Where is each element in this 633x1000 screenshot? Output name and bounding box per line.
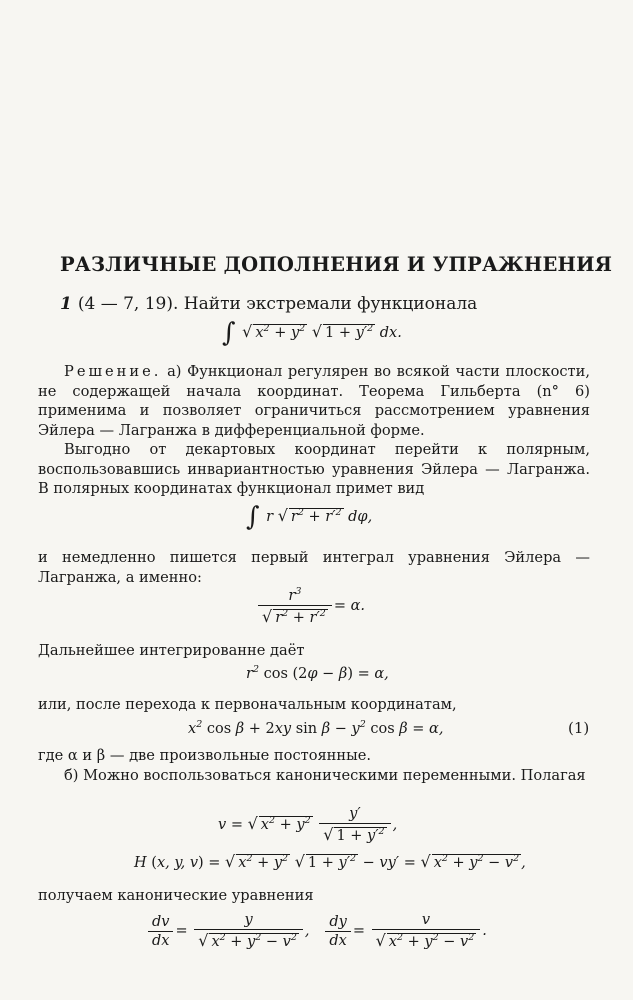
paragraph-polar: Выгодно от декартовых координат перейти к полярным, воспользовавшись инвариантностью уравнения Эйлера — Лагранжа. В полярных координатах функционал примет вид [38, 441, 590, 497]
problem-statement [60, 294, 477, 314]
paragraph-first-integral: и немедленно пишется первый интеграл уравнения Эйлера — Лагранжа, а именно: [38, 549, 590, 586]
paragraph-back-to-cartesian: или, после перехода к первоначальным координатам, [38, 696, 457, 713]
solution-label: Решение. [64, 363, 162, 380]
canonical-variable-formula: v = √ $x^2 + y^2$ $\frac{y'}{√ 1 + y'^2}$ , [218, 806, 398, 844]
problem-number: 1 [60, 294, 72, 314]
first-integral-formula: $\frac{r^3}{√ r^2 + r'^2}$ = α. [256, 586, 365, 626]
polar-solution-formula: $r^2$ cos (2φ − β) = α, [246, 664, 389, 682]
paragraph-integration: Дальнейшее интегрированне даёт [38, 642, 305, 659]
paragraph-solution-b: б) Можно воспользоваться каноническими переменными. Полагая [64, 767, 586, 784]
functional-formula: ∫ √ $x^2 + y^2$ √ $1 + y'^2$ dx. [222, 318, 402, 348]
problem-text: (4 — 7, 19). Найти экстремали функционала [77, 294, 478, 314]
hamiltonian-formula: H (x, y, v) = √ $x^2 + y^2$ √ $1 + y'^2 - vy'$ = √ $x^2 + y^2 - v^2$ , [134, 852, 526, 871]
paragraph-constants: где α и β — две произвольные постоянные. [38, 747, 372, 764]
paragraph-solution-a [38, 362, 590, 440]
canonical-equations-formula: $\frac{dv}{dx}$ = $\frac{y}{√ x^2 + y^2 - v^2}$ , $\frac{dy}{dx}$ = $\frac{v}{√ x^2 + y^2 - v^2}$ . [146, 912, 487, 950]
equation-number: (1) [568, 719, 590, 737]
cartesian-solution-formula: $x^2$ cos β + 2xy $\sin \beta - y^2$ cos β = α, [188, 719, 444, 737]
paragraph-canonical-equations: получаем канонические уравнения [38, 887, 314, 904]
paragraph-solution-a-text: а) Функционал регулярен во всякой части плоскости, не содержащей начала координат. Теорема Гильберта (n° 6) применима и позволяет ограничиться рассмотрением уравнения Эйлера — Лагранжа в дифференциальной форме. [38, 363, 590, 439]
section-heading: РАЗЛИЧНЫЕ ДОПОЛНЕНИЯ И УПРАЖНЕНИЯ [60, 253, 613, 276]
polar-functional-formula: ∫ r √ $r^2 + r'^2$ dφ, [246, 502, 373, 532]
